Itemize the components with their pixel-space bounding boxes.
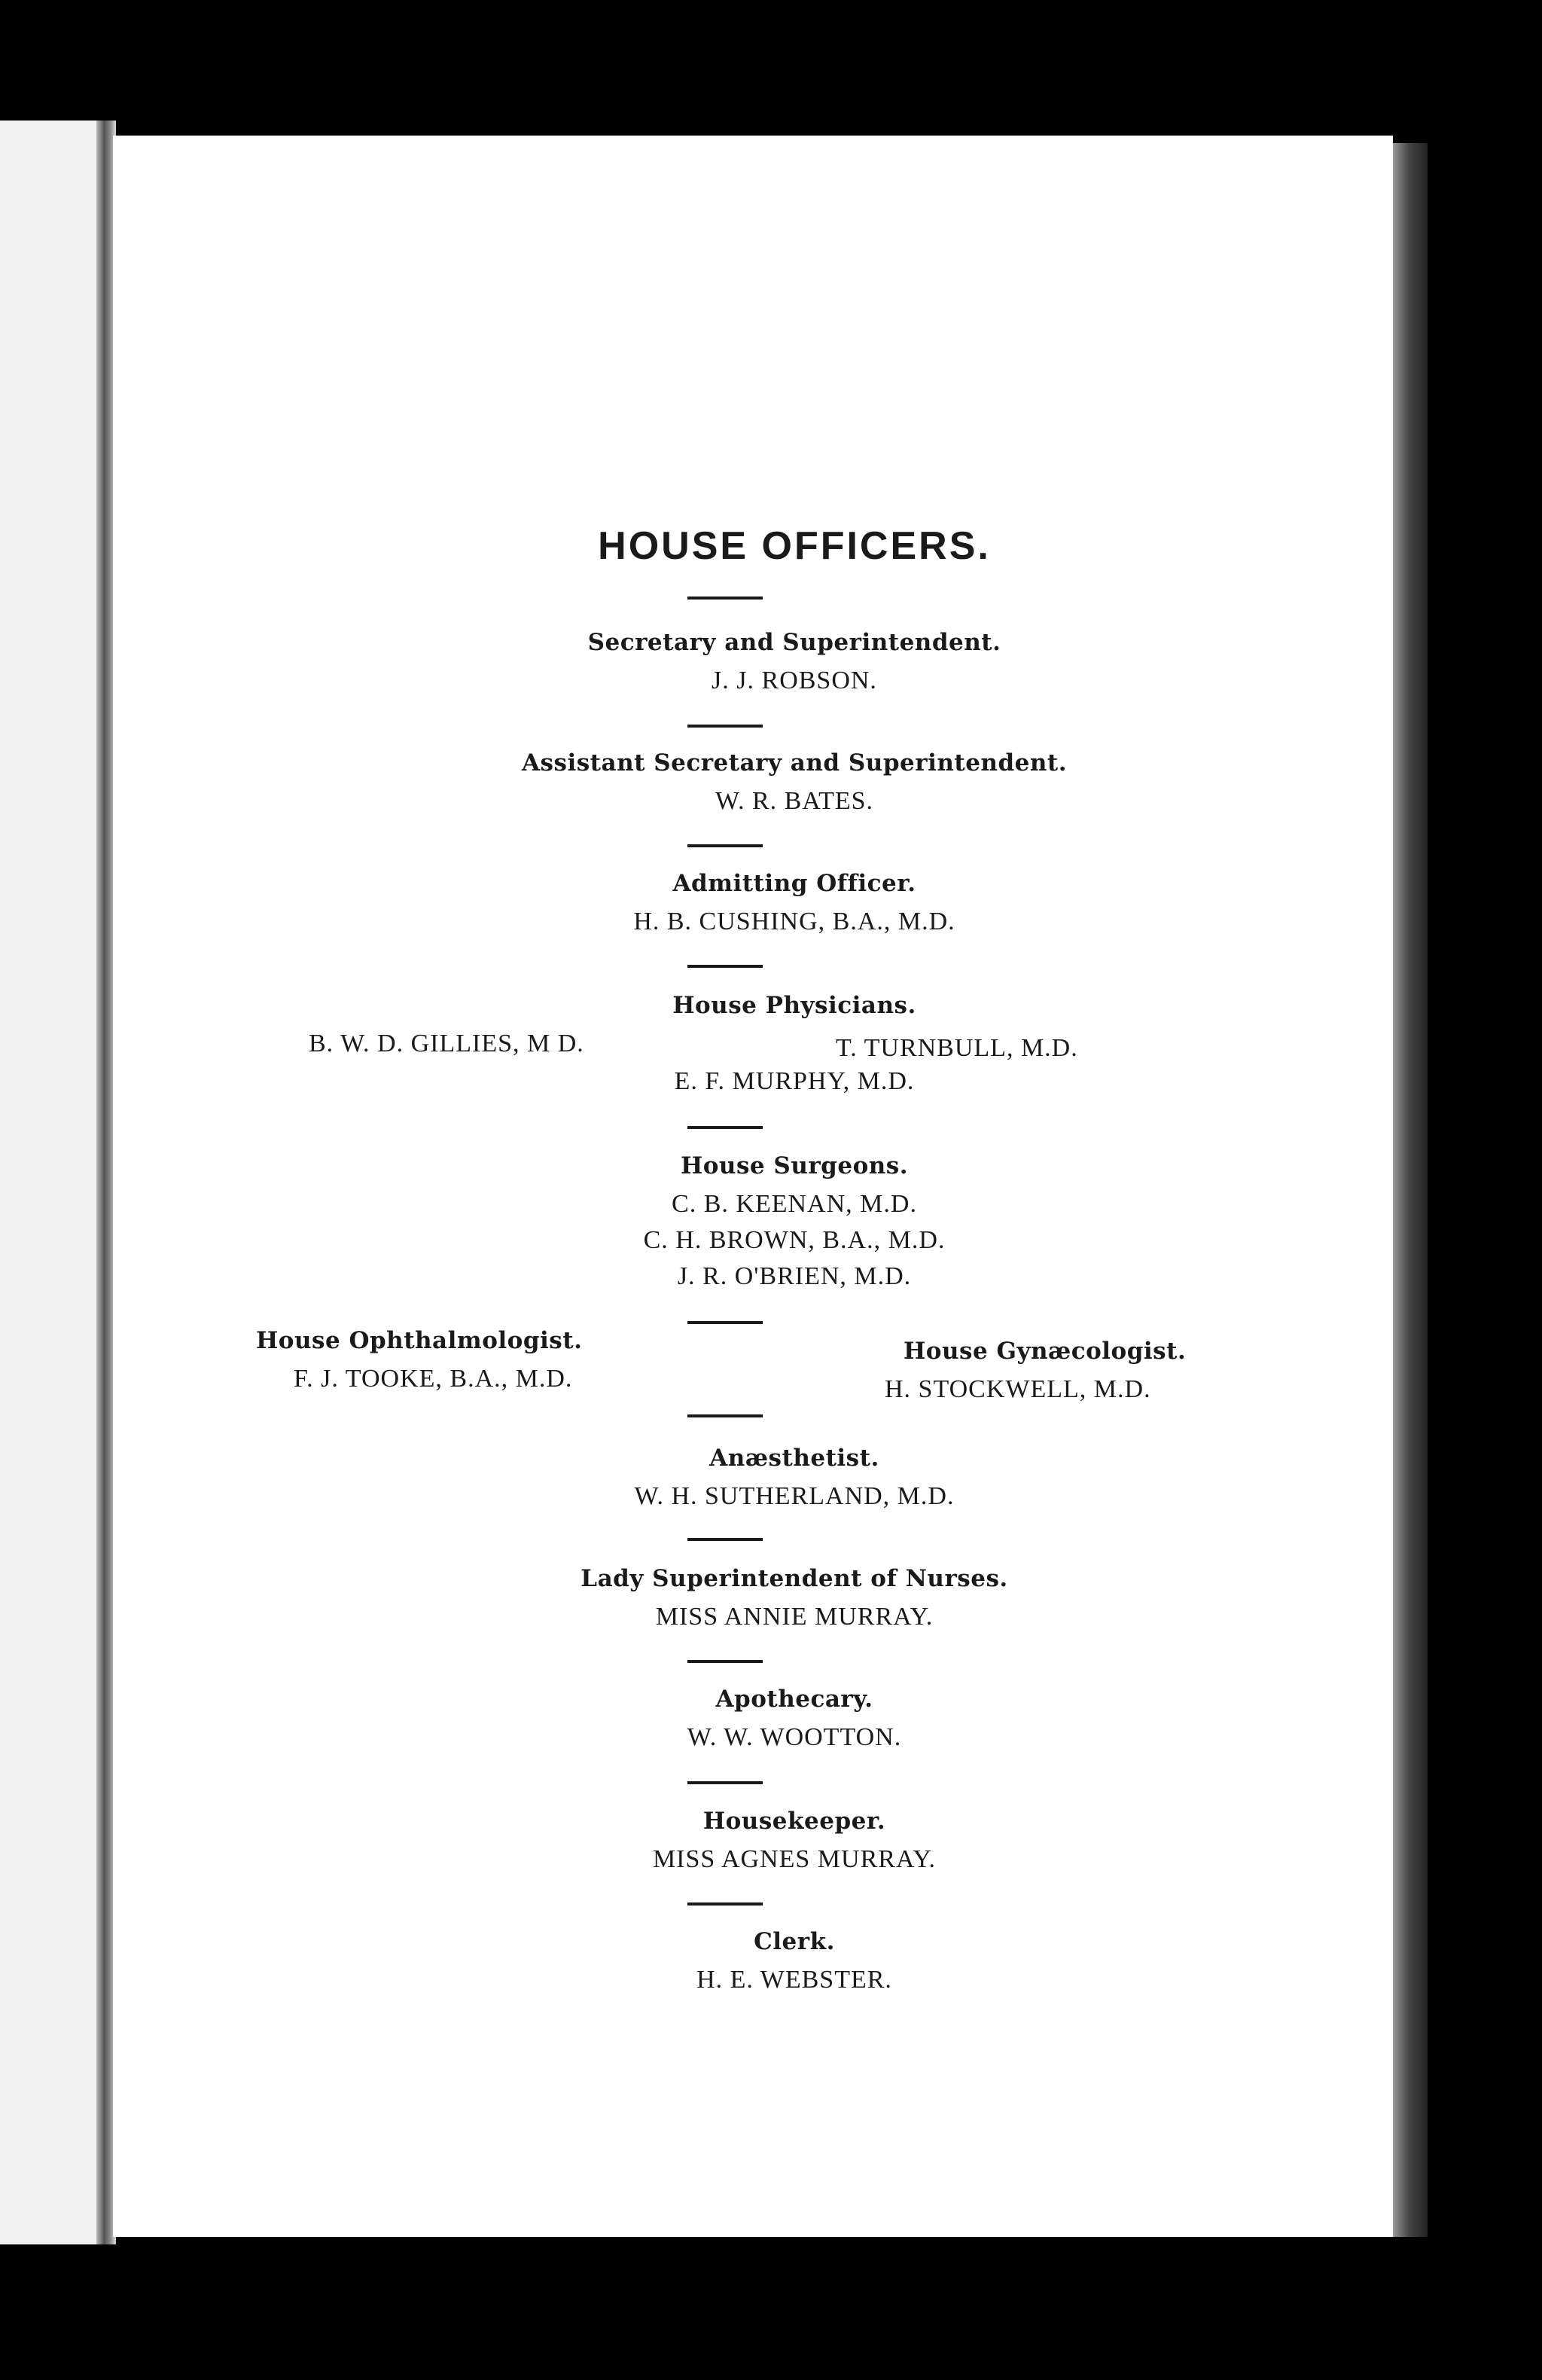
heading-apothecary: Apothecary.	[715, 1686, 873, 1713]
name-ophthalmologist: F. J. TOOKE, B.A., M.D.	[294, 1365, 573, 1393]
divider	[687, 1660, 763, 1663]
page-content	[113, 136, 1393, 2237]
name-clerk: H. E. WEBSTER.	[696, 1966, 892, 1994]
heading-admitting: Admitting Officer.	[672, 870, 916, 897]
heading-clerk: Clerk.	[754, 1928, 835, 1955]
name-anaesthetist: W. H. SUTHERLAND, M.D.	[634, 1482, 955, 1510]
name-admitting: H. B. CUSHING, B.A., M.D.	[633, 908, 955, 935]
name-lady-superintendent: MISS ANNIE MURRAY.	[655, 1603, 934, 1631]
heading-assistant: Assistant Secretary and Superintendent.	[521, 749, 1068, 777]
name-physician-3: E. F. MURPHY, M.D.	[674, 1067, 915, 1095]
divider	[687, 1902, 763, 1906]
divider	[687, 1781, 763, 1784]
heading-surgeons: House Surgeons.	[680, 1152, 909, 1179]
heading-ophthalmologist: House Ophthalmologist.	[256, 1327, 583, 1354]
document-page	[113, 136, 1393, 2237]
name-assistant: W. R. BATES.	[715, 787, 874, 815]
heading-anaesthetist: Anæsthetist.	[709, 1445, 879, 1472]
divider	[687, 1321, 763, 1324]
name-secretary: J. J. ROBSON.	[712, 667, 877, 694]
divider	[687, 597, 763, 600]
name-surgeon-1: C. B. KEENAN, M.D.	[672, 1190, 917, 1218]
heading-housekeeper: Housekeeper.	[702, 1808, 886, 1835]
heading-lady-superintendent: Lady Superintendent of Nurses.	[581, 1565, 1008, 1592]
divider	[687, 725, 763, 728]
name-surgeon-3: J. R. O'BRIEN, M.D.	[677, 1262, 912, 1290]
facing-page	[0, 121, 105, 2244]
heading-secretary: Secretary and Superintendent.	[587, 629, 1001, 656]
name-physician-2: T. TURNBULL, M.D.	[836, 1034, 1078, 1062]
name-gynaecologist: H. STOCKWELL, M.D.	[885, 1375, 1151, 1403]
divider	[687, 1538, 763, 1541]
divider	[687, 1126, 763, 1129]
name-apothecary: W. W. WOOTTON.	[687, 1723, 902, 1751]
heading-gynaecologist: House Gynæcologist.	[904, 1338, 1187, 1365]
divider	[687, 844, 763, 847]
divider	[687, 1414, 763, 1417]
page-title: HOUSE OFFICERS.	[598, 524, 991, 568]
heading-physicians: House Physicians.	[672, 992, 916, 1019]
name-physician-1: B. W. D. GILLIES, M D.	[309, 1030, 584, 1057]
divider	[687, 965, 763, 968]
name-housekeeper: MISS AGNES MURRAY.	[652, 1845, 937, 1873]
name-surgeon-2: C. H. BROWN, B.A., M.D.	[643, 1226, 946, 1254]
